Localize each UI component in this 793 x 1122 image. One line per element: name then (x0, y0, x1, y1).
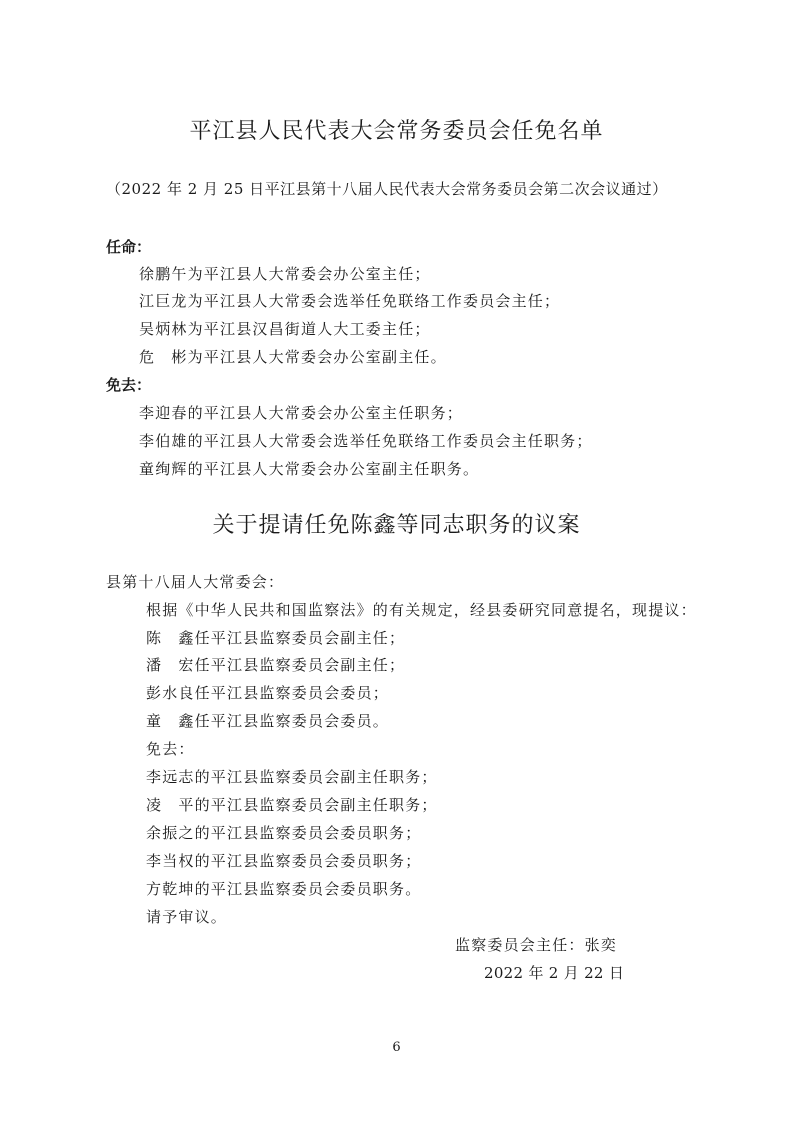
page-number: 6 (392, 1040, 401, 1055)
appointment-item: 江巨龙为平江县人大常委会选举任免联络工作委员会主任； (139, 292, 561, 310)
signature: 监察委员会主任：张奕 (455, 936, 618, 954)
removal-item: 凌 平的平江县监察委员会副主任职务； (146, 796, 438, 814)
closing-text: 请予审议。 (146, 908, 228, 926)
appoint-heading: 任命： (106, 238, 152, 256)
appointment-item: 彭水良任平江县监察委员会委员； (146, 684, 390, 702)
document-date: 2022 年 2 月 22 日 (484, 964, 625, 982)
appointment-item: 吴炳林为平江县汉昌街道人大工委主任； (139, 320, 431, 338)
salutation: 县第十八届人大常委会： (106, 573, 285, 591)
appointment-item: 危 彬为平江县人大常委会办公室副主任。 (139, 348, 447, 366)
intro-paragraph: 根据《中华人民共和国监察法》的有关规定，经县委研究同意提名，现提议： (146, 601, 697, 619)
removal-item: 童绚辉的平江县人大常委会办公室副主任职务。 (139, 460, 480, 478)
removal-item: 李迎春的平江县人大常委会办公室主任职务； (139, 404, 464, 422)
appointment-item: 徐鹏午为平江县人大常委会办公室主任； (139, 265, 431, 283)
removal-item: 李伯雄的平江县人大常委会选举任免联络工作委员会主任职务； (139, 432, 593, 450)
remove-heading: 免去： (106, 376, 152, 394)
removal-item: 余振之的平江县监察委员会委员职务； (146, 824, 422, 842)
removal-item: 方乾坤的平江县监察委员会委员职务。 (146, 880, 422, 898)
appointment-item: 童 鑫任平江县监察委员会委员。 (146, 712, 390, 730)
removal-item: 李当权的平江县监察委员会委员职务； (146, 852, 422, 870)
appointment-item: 陈 鑫任平江县监察委员会副主任； (146, 629, 406, 647)
remove-heading: 免去： (146, 740, 195, 758)
removal-item: 李远志的平江县监察委员会副主任职务； (146, 768, 438, 786)
appointment-item: 潘 宏任平江县监察委员会副主任； (146, 656, 406, 674)
section1-note: （2022 年 2 月 25 日平江县第十八届人民代表大会常务委员会第二次会议通过） (106, 180, 668, 198)
section2-title: 关于提请任免陈鑫等同志职务的议案 (212, 513, 581, 538)
section1-title: 平江县人民代表大会常务委员会任免名单 (189, 119, 604, 144)
